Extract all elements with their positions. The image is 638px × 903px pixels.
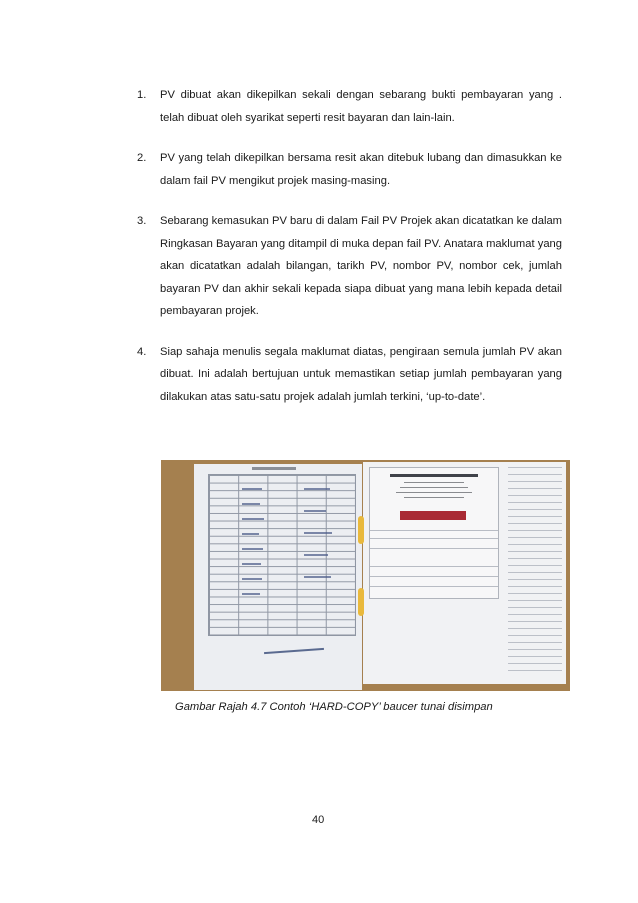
address-line [400, 487, 468, 488]
figure-caption: Gambar Rajah 4.7 Contoh ‘HARD-COPY’ baucer tunai disimpan [175, 701, 493, 713]
address-line [404, 482, 464, 483]
binder-ring [358, 516, 364, 544]
signature-mark [264, 648, 324, 654]
list-item [137, 341, 562, 409]
form-line [370, 566, 498, 567]
form-line [370, 538, 498, 539]
list-text: PV yang telah dikepilkan bersama resit akan ditebuk lubang dan dimasukkan ke dalam fail PV mengikut projek masing-masing. [160, 152, 562, 187]
handwriting-mark [304, 510, 326, 512]
cash-voucher-sheet [363, 462, 566, 684]
handwriting-mark [304, 576, 331, 578]
ledger-column [508, 467, 562, 677]
binder-ring [358, 588, 364, 616]
list-text: Siap sahaja menulis segala maklumat diatas, pengiraan semula jumlah PV akan dibuat. Ini adalah bertujuan untuk memastikan setiap jumlah pembayaran yang dilakukan atas satu-satu projek adalah jumlah terkini, ‘up-to-date’. [160, 345, 562, 403]
address-line [404, 497, 464, 498]
company-name-line [390, 474, 478, 477]
handwriting-mark [242, 533, 259, 535]
numbered-list [137, 84, 562, 426]
voucher-form [369, 467, 499, 599]
handwriting-mark [242, 578, 262, 580]
list-text: PV dibuat akan dikepilkan sekali dengan sebarang bukti pembayaran yang . telah dibuat oleh syarikat seperti resit bayaran dan lain-lain. [160, 89, 562, 124]
voucher-photo [161, 460, 570, 691]
list-text: Sebarang kemasukan PV baru di dalam Fail PV Projek akan dicatatkan ke dalam Ringkasan Bayaran yang ditampil di muka depan fail PV. Anatara maklumat yang akan dicatatkan adalah bilangan, tarikh PV, nombor PV, nombor cek, jumlah bayaran PV dan akhir sekali kepada siapa dibuat yang mana lebih kepada detail pembayaran projek. [160, 215, 562, 317]
voucher-banner [400, 511, 466, 520]
form-line [370, 586, 498, 587]
handwriting-mark [304, 488, 330, 490]
list-item [137, 147, 562, 192]
handwriting-mark [304, 532, 332, 534]
form-line [370, 548, 498, 549]
page-number: 40 [312, 814, 325, 826]
list-number: 1. [137, 89, 147, 101]
list-item [137, 210, 562, 323]
form-line [370, 576, 498, 577]
payment-summary-sheet [194, 464, 362, 690]
handwriting-mark [242, 548, 263, 550]
handwriting-mark [242, 593, 260, 595]
sheet-title-line [252, 467, 296, 470]
address-line [396, 492, 472, 493]
handwriting-mark [242, 488, 262, 490]
handwriting-mark [304, 554, 328, 556]
handwriting-mark [242, 518, 264, 520]
summary-table-grid [208, 474, 356, 636]
handwriting-mark [242, 563, 261, 565]
form-line [370, 530, 498, 531]
list-number: 3. [137, 215, 147, 227]
list-number: 4. [137, 345, 147, 358]
list-item [137, 84, 562, 129]
list-number: 2. [137, 152, 147, 164]
handwriting-mark [242, 503, 260, 505]
